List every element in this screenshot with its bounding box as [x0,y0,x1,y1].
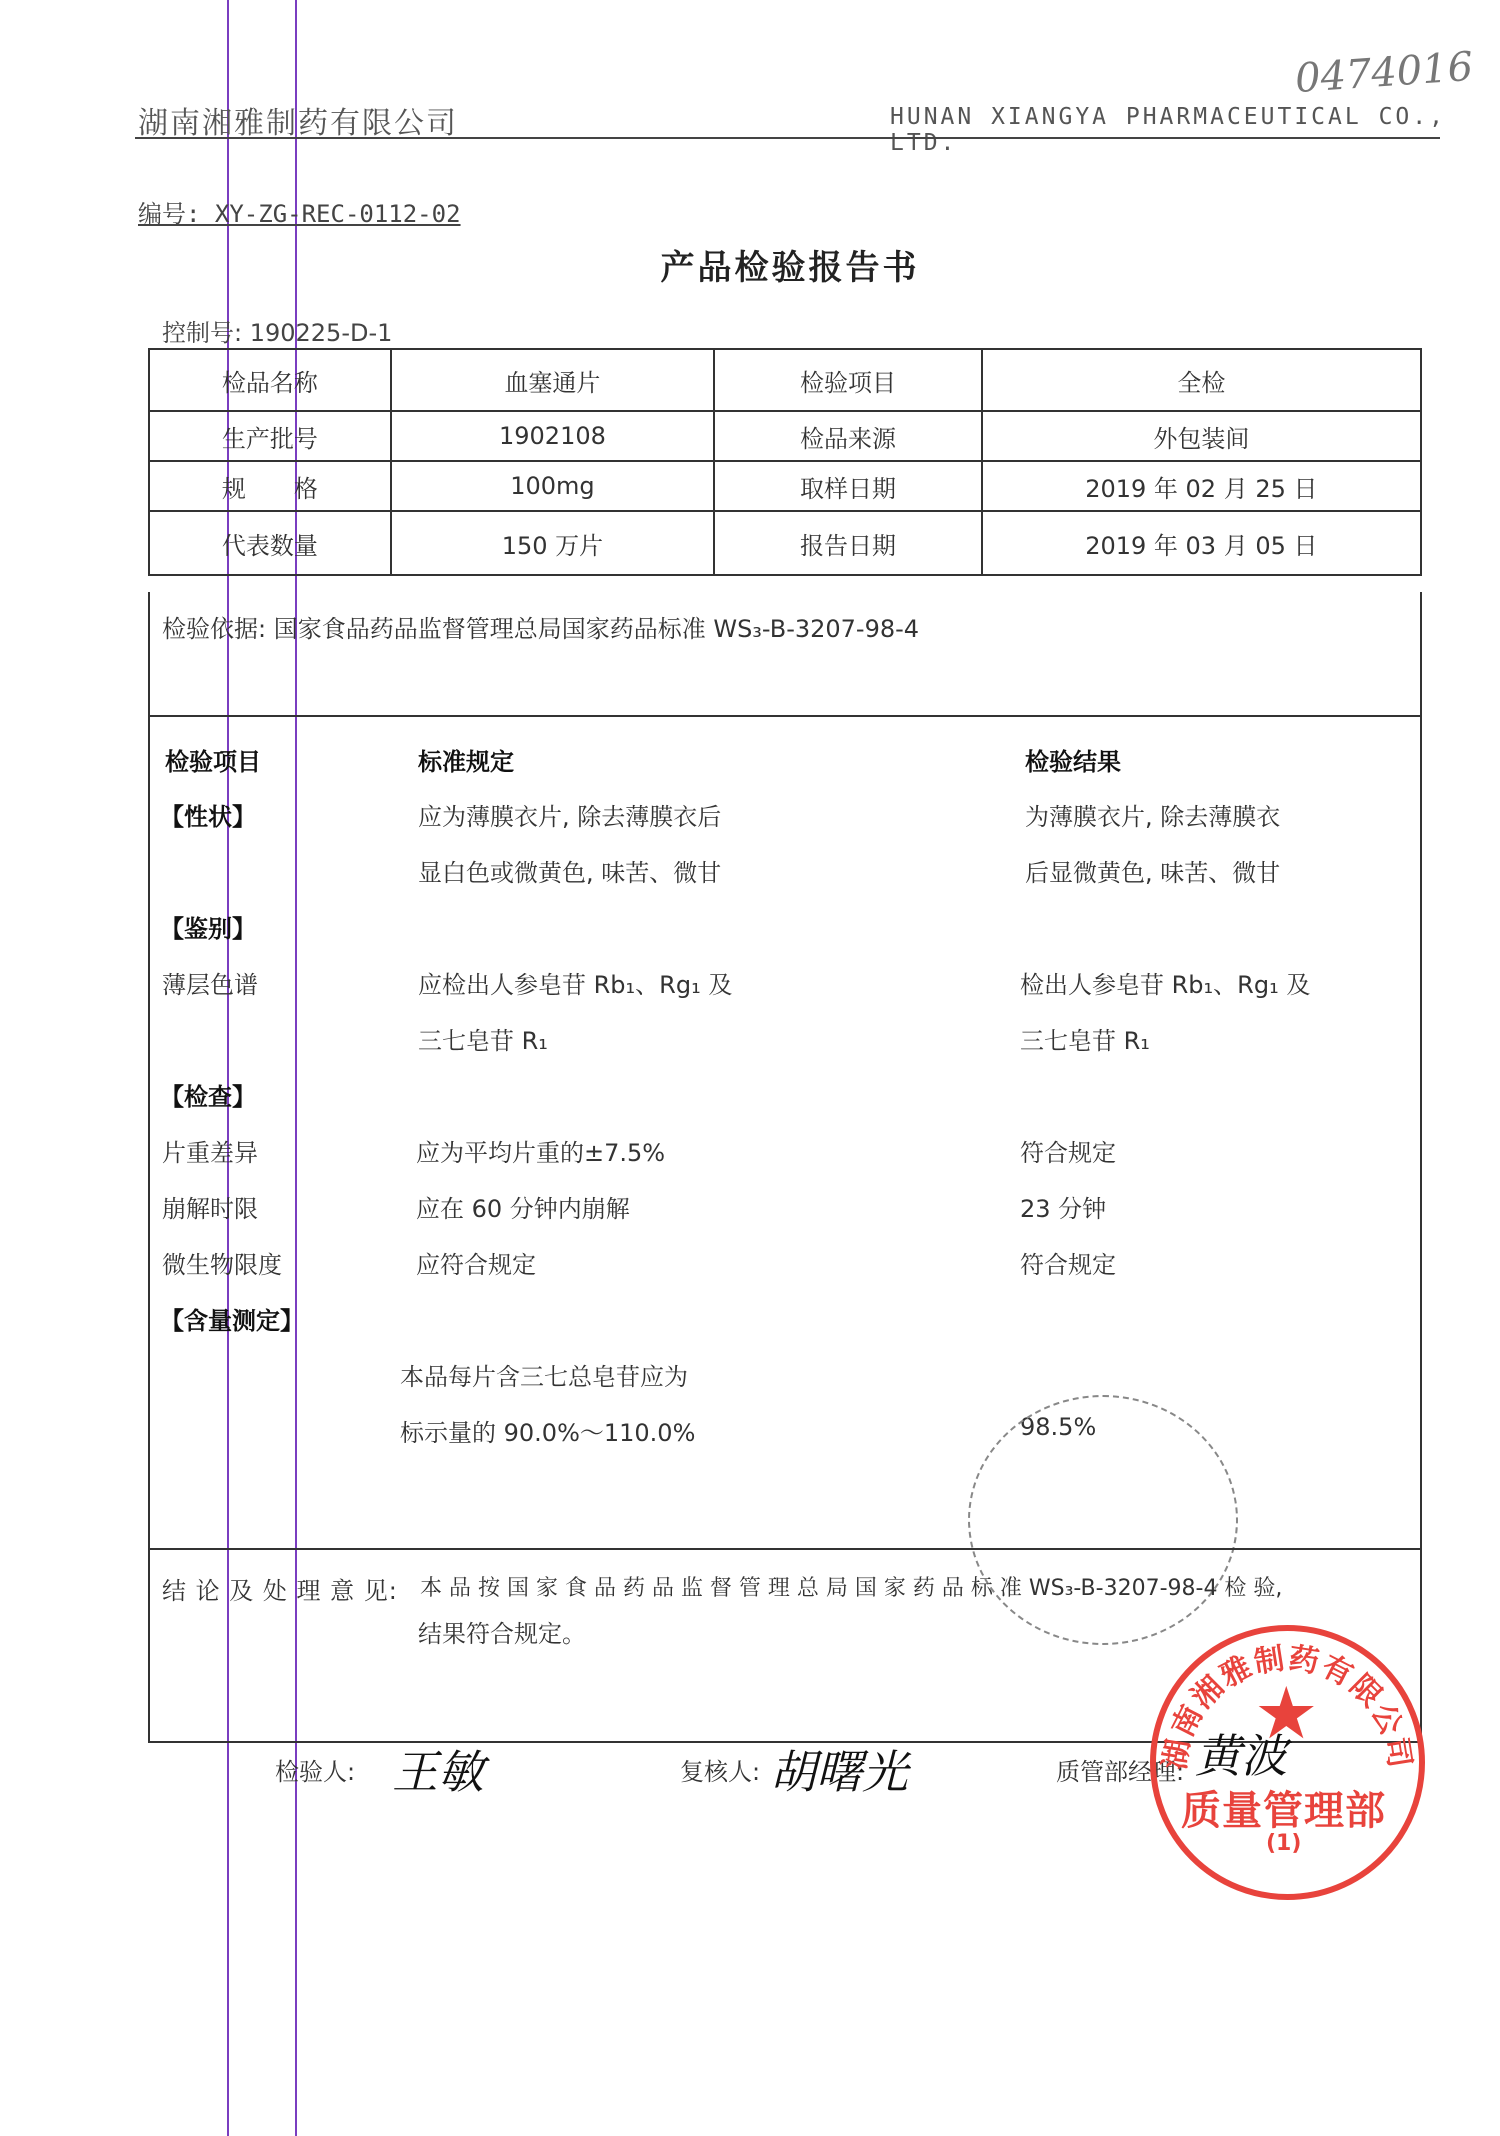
assay-standard-1: 本品每片含三七总皂苷应为 [400,1363,688,1391]
section-appearance: 【性状】 [160,803,256,831]
table-cell: 取样日期 [714,461,982,511]
identification-standard-1: 应检出人参皂苷 Rb₁、Rg₁ 及 [418,971,733,999]
divider [148,715,1422,717]
weight-variation-label: 片重差异 [162,1139,258,1167]
appearance-standard-2: 显白色或微黄色, 味苦、微甘 [418,859,722,887]
table-cell: 100mg [391,461,715,511]
table-cell: 生产批号 [149,411,391,461]
appearance-result-2: 后显微黄色, 味苦、微甘 [1025,859,1281,887]
appearance-standard-1: 应为薄膜衣片, 除去薄膜衣后 [418,803,722,831]
weight-variation-standard: 应为平均片重的±7.5% [416,1139,666,1167]
table-cell: 报告日期 [714,511,982,575]
microbial-result: 符合规定 [1020,1251,1116,1279]
table-cell: 检品来源 [714,411,982,461]
reviewer-label: 复核人: [680,1758,761,1786]
weight-variation-result: 符合规定 [1020,1139,1116,1167]
table-cell: 2019 年 03 月 05 日 [982,511,1421,575]
appearance-result-1: 为薄膜衣片, 除去薄膜衣 [1025,803,1281,831]
assay-result: 98.5% [1020,1413,1097,1441]
table-cell: 全检 [982,349,1421,411]
handwritten-number: 0474016 [1293,43,1475,103]
conclusion-line-1: 本 品 按 国 家 食 品 药 品 监 督 管 理 总 局 国 家 药 品 标 准 WS₃-B-3207-98-4 检 验, [420,1576,1283,1601]
col-header-item: 检验项目 [165,748,261,776]
section-identification: 【鉴别】 [160,915,256,943]
identification-standard-2: 三七皂苷 R₁ [418,1027,548,1055]
faint-stamp-circle [968,1395,1238,1645]
table-cell: 血塞通片 [391,349,715,411]
conclusion-label: 结 论 及 处 理 意 见: [162,1577,398,1605]
manager-label: 质管部经理: [1056,1758,1185,1786]
table-cell: 1902108 [391,411,715,461]
conclusion-line-2: 结果符合规定。 [418,1620,586,1648]
col-header-standard: 标准规定 [418,748,514,776]
table-cell: 检验项目 [714,349,982,411]
table-cell: 150 万片 [391,511,715,575]
microbial-standard: 应符合规定 [416,1251,536,1279]
disintegration-standard: 应在 60 分钟内崩解 [416,1195,630,1223]
company-name-cn: 湖南湘雅制药有限公司 [138,106,458,141]
report-title: 产品检验报告书 [660,248,920,288]
identification-result-1: 检出人参皂苷 Rb₁、Rg₁ 及 [1020,971,1311,999]
company-name-en: HUNAN XIANGYA PHARMACEUTICAL CO., LTD. [890,104,1446,156]
seal-star-icon: ★ [1254,1671,1319,1755]
table-row [149,349,1421,411]
manager-signature: 黄波 [1195,1729,1287,1783]
disintegration-result: 23 分钟 [1020,1195,1107,1223]
table-cell: 2019 年 02 月 25 日 [982,461,1421,511]
table-cell: 检品名称 [149,349,391,411]
disintegration-label: 崩解时限 [162,1195,258,1223]
product-info-table [148,348,1422,576]
microbial-label: 微生物限度 [162,1251,282,1279]
svg-text:湖南湘雅制药有限公司: 湖南湘雅制药有限公司 [1157,1640,1418,1772]
document-number: 编号: XY-ZG-REC-0112-02 [138,200,461,228]
header-rule [135,137,1440,139]
company-seal [1150,1625,1425,1900]
assay-standard-2: 标示量的 90.0%～110.0% [400,1419,696,1447]
inspector-signature: 王敏 [392,1745,484,1799]
section-inspection: 【检查】 [160,1083,256,1111]
table-row [149,511,1421,575]
identification-result-2: 三七皂苷 R₁ [1020,1027,1150,1055]
table-cell: 规 格 [149,461,391,511]
tlc-label: 薄层色谱 [162,971,258,999]
seal-number: (1) [1266,1831,1302,1856]
table-row [149,461,1421,511]
divider [148,1548,1422,1550]
seal-department: 质量管理部 [1181,1788,1386,1834]
table-cell: 代表数量 [149,511,391,575]
col-header-result: 检验结果 [1025,748,1121,776]
reviewer-signature: 胡曙光 [770,1745,908,1799]
table-row [149,411,1421,461]
inspector-label: 检验人: [275,1758,356,1786]
section-assay: 【含量测定】 [160,1307,304,1335]
control-number: 控制号: 190225-D-1 [162,319,393,347]
table-cell: 外包装间 [982,411,1421,461]
inspection-basis: 检验依据: 国家食品药品监督管理总局国家药品标准 WS₃-B-3207-98-4 [162,615,920,643]
